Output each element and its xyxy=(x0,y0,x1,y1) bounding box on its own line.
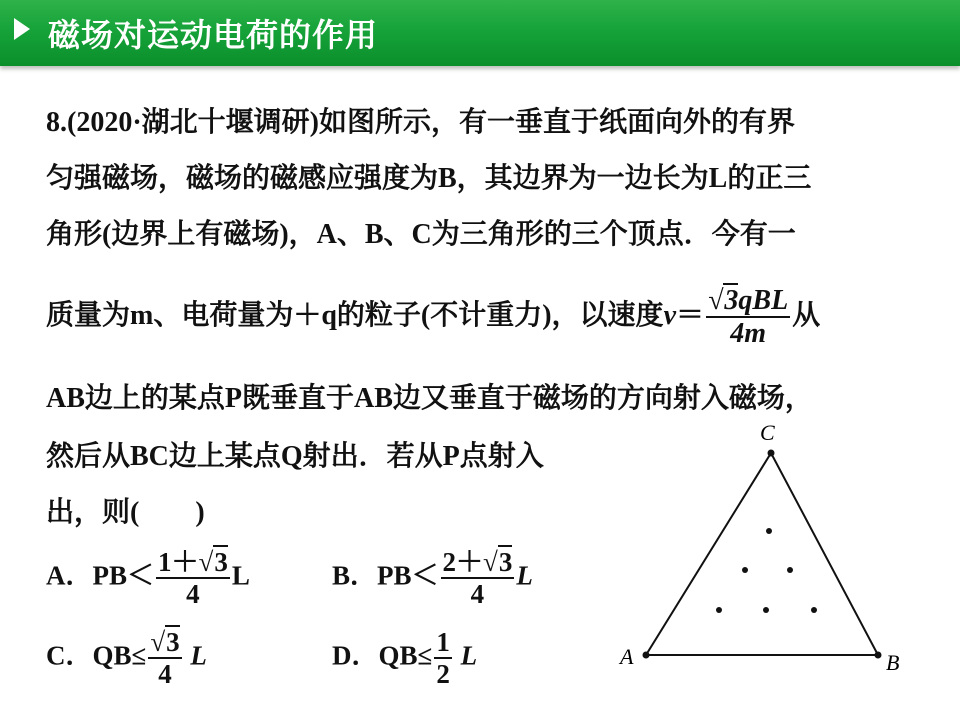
line4-text-b: 从 xyxy=(792,299,821,331)
field-dot xyxy=(742,567,748,573)
option-a[interactable]: A．PB＜ $\frac{1+√3}{4}$ L xyxy=(46,547,250,610)
problem-line-7: 出，则( ) xyxy=(46,497,205,528)
slide-title: 磁场对运动电荷的作用 xyxy=(48,16,379,54)
label-c: C xyxy=(760,420,775,445)
vertex-a xyxy=(643,652,650,659)
option-c[interactable]: C．QB≤ $\frac{√3}{4}$ L xyxy=(46,627,207,690)
vertex-b xyxy=(875,652,882,659)
problem-line-1: 8.(2020·湖北十堰调研)如图所示，有一垂直于纸面向外的有界 xyxy=(46,107,795,138)
problem-line-4 xyxy=(46,286,820,349)
field-dot xyxy=(811,607,817,613)
arrow-bullet-icon xyxy=(14,18,30,40)
field-dot xyxy=(787,567,793,573)
field-dot xyxy=(763,607,769,613)
triangle-diagram xyxy=(600,410,920,690)
velocity-fraction: $\frac{\text{√3qBL}}{4m}$ xyxy=(708,285,789,350)
option-b[interactable]: B．PB＜ $\frac{2+√3}{4}$ L xyxy=(332,547,533,610)
label-a: A xyxy=(620,644,634,669)
vertex-c xyxy=(768,450,775,457)
slide-header xyxy=(0,0,960,66)
equals-sign: ＝ xyxy=(676,299,705,331)
field-dot xyxy=(766,528,772,534)
problem-line-5: AB边上的某点P既垂直于AB边又垂直于磁场的方向射入磁场， xyxy=(46,383,813,414)
problem-line-6: 然后从BC边上某点Q射出．若从P点射入 xyxy=(46,441,544,472)
problem-line-3: 角形(边界上有磁场)，A、B、C为三角形的三个顶点．今有一 xyxy=(46,219,796,250)
label-b: B xyxy=(886,650,900,675)
option-d[interactable]: D．QB≤ $\frac{1}{2}$ L xyxy=(332,627,478,690)
magnetic-field-dots xyxy=(716,528,817,613)
problem-line-2: 匀强磁场，磁场的磁感应强度为B，其边界为一边长为L的正三 xyxy=(46,163,812,194)
velocity-variable: v xyxy=(663,299,676,331)
line4-text-a: 质量为m、电荷量为＋q的粒子(不计重力)，以速度 xyxy=(46,299,664,331)
field-dot xyxy=(716,607,722,613)
triangle-boundary xyxy=(646,453,878,655)
